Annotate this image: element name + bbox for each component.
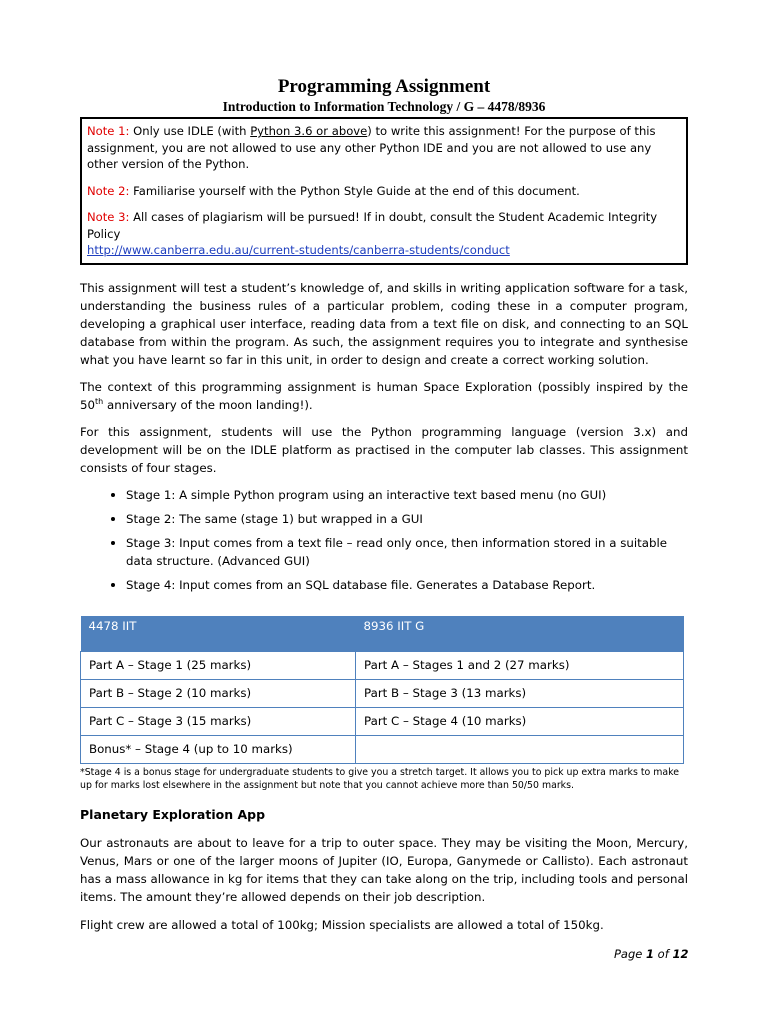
context-text-after: anniversary of the moon landing!).	[103, 397, 313, 412]
header-8936: 8936 IIT G	[356, 616, 684, 652]
note-3-label: Note 3:	[87, 210, 130, 224]
note-1-text-before: Only use IDLE (with	[129, 124, 251, 138]
notes-box	[80, 117, 688, 265]
table-row	[81, 651, 684, 679]
context-text-before: The context of this programming assignment is human Space Exploration (possibly inspired by the 50	[80, 379, 688, 412]
table-cell: Part C – Stage 4 (10 marks)	[356, 707, 684, 735]
table-footnote: *Stage 4 is a bonus stage for undergraduate students to give you a stretch target. It allows you to pick up extra marks to make up for marks lost elsewhere in the assignment but note that you cannot achieve more than 50/50 marks.	[80, 766, 679, 791]
stage-item: • Stage 1: A simple Python program using an interactive text based menu (no GUI)	[126, 486, 688, 504]
note-2	[87, 183, 680, 200]
conduct-policy-link[interactable]: http://www.canberra.edu.au/current-students/canberra-students/conduct	[87, 243, 510, 257]
note-3-text: All cases of plagiarism will be pursued! If in doubt, consult the Student Academic Integrity Policy	[87, 210, 658, 241]
note-1	[87, 123, 680, 173]
table-row	[81, 735, 684, 763]
allowance-paragraph: Flight crew are allowed a total of 100kg; Mission specialists are allowed a total of 150kg.	[80, 917, 604, 932]
note-1-text-after: ) to write this assignment! For the purpose of this assignment, you are not allowed to use any other Python IDE and you are not allowed to use any other version of the Python.	[87, 124, 656, 171]
table-cell: Part C – Stage 3 (15 marks)	[81, 707, 356, 735]
table-cell: Bonus* – Stage 4 (up to 10 marks)	[81, 735, 356, 763]
table-row	[81, 679, 684, 707]
stage-item: • Stage 4: Input comes from an SQL database file. Generates a Database Report.	[126, 576, 688, 594]
page-of-word: of	[654, 947, 673, 961]
table-cell: Part B – Stage 2 (10 marks)	[81, 679, 356, 707]
stage-item: • Stage 2: The same (stage 1) but wrapped in a GUI	[126, 510, 688, 528]
table-cell: Part A – Stage 1 (25 marks)	[81, 651, 356, 679]
note-1-label: Note 1:	[87, 124, 130, 138]
language-paragraph: For this assignment, students will use the Python programming language (version 3.x) and development will be on the IDLE platform as practised in the computer lab classes. This assignment consists of four stages.	[80, 424, 688, 475]
document-subtitle: Introduction to Information Technology / G – 4478/8936	[222, 99, 546, 114]
note-3	[87, 209, 680, 259]
context-superscript: th	[95, 396, 104, 406]
app-paragraph: Our astronauts are about to leave for a trip to outer space. They may be visiting the Moon, Mercury, Venus, Mars or one of the larger moons of Jupiter (IO, Europa, Ganymede or Callisto). Each astronaut has a mass allowance in kg for items that they can take along on the trip, including tools and personal items. The amount they’re allowed depends on their job description.	[80, 835, 688, 904]
marks-table	[80, 616, 684, 764]
table-cell: Part A – Stages 1 and 2 (27 marks)	[356, 651, 684, 679]
intro-paragraph: This assignment will test a student’s knowledge of, and skills in writing application software for a task, understanding the business rules of a particular problem, coding these in a computer program, developing a graphical user interface, reading data from a text file on disk, and connecting to an SQL database from within the program. As such, the assignment requires you to integrate and synthesise what you have learnt so far in this unit, in order to design and create a correct working solution.	[80, 280, 688, 367]
note-2-label: Note 2:	[87, 183, 130, 198]
page-current: 1	[646, 947, 655, 961]
document-title: Programming Assignment	[277, 76, 491, 97]
header-4478: 4478 IIT	[81, 616, 356, 652]
page-word: Page	[614, 947, 647, 961]
table-row	[81, 707, 684, 735]
stage-item: • Stage 3: Input comes from a text file – read only once, then information stored in a suitable data structure. (Advanced GUI)	[126, 534, 688, 570]
section-heading: Planetary Exploration App	[80, 806, 266, 822]
marks-header-row	[81, 616, 684, 652]
document-page	[80, 0, 688, 934]
page-number	[614, 947, 688, 961]
stages-list	[80, 486, 688, 594]
page-total: 12	[672, 947, 689, 961]
note-1-emphasis: Python 3.6 or above	[250, 124, 368, 138]
context-paragraph	[80, 378, 688, 414]
table-cell: Part B – Stage 3 (13 marks)	[356, 679, 684, 707]
table-cell	[356, 735, 684, 763]
note-2-text: Familiarise yourself with the Python Style Guide at the end of this document.	[129, 183, 580, 198]
